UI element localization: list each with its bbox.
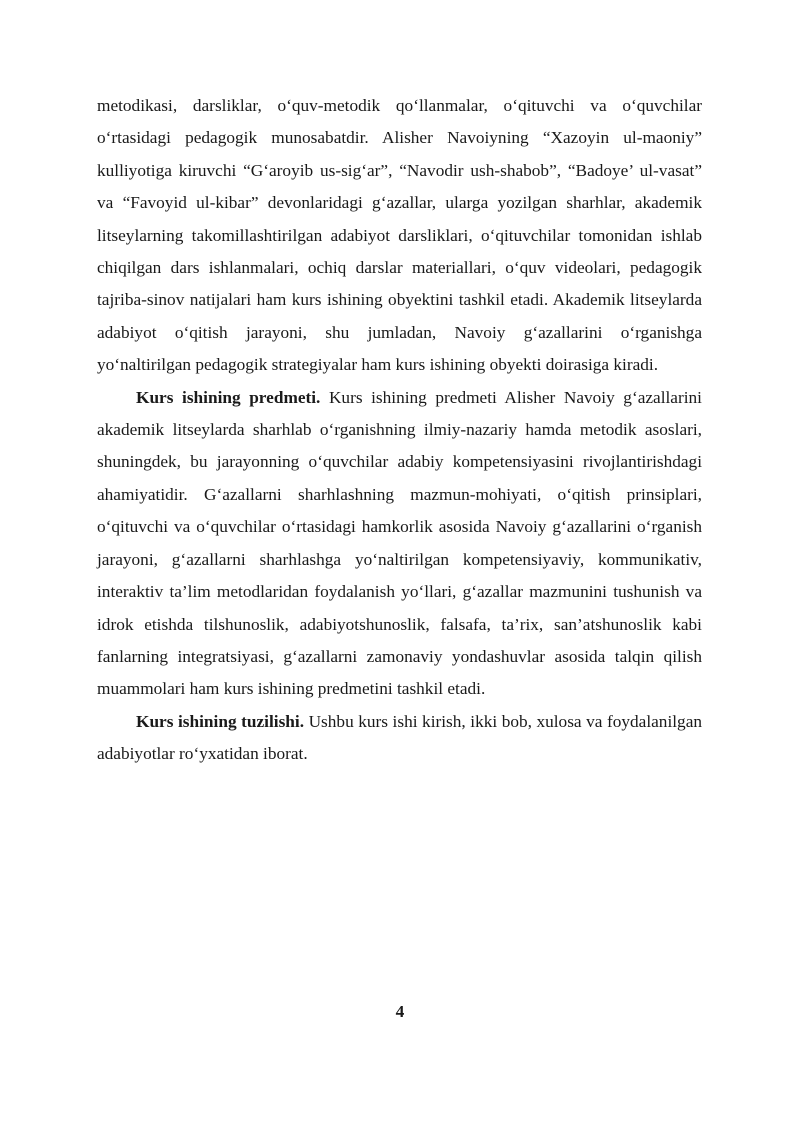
paragraph-object-continued — [97, 90, 702, 382]
paragraph-heading: Kurs ishining predmeti. — [136, 387, 329, 407]
paragraph-structure — [97, 706, 702, 771]
body-text — [97, 90, 702, 771]
page-number: 4 — [395, 1002, 405, 1021]
paragraph-heading: Kurs ishining tuzilishi. — [136, 711, 309, 731]
paragraph-subject — [97, 382, 702, 706]
paragraph-text: Kurs ishining predmeti Alisher Navoiy g‘azallarini akademik litseylarda sharhlab o‘rganishning ilmiy-nazariy hamda metodik asoslari, shuningdek, bu jarayonning o‘quvchilar adabiy kompetensiyasini rivojlantirishdagi ahamiyatidir. G‘azallarni sharhlashning mazmun-mohiyati, o‘qitish prinsiplari, o‘qituvchi va o‘quvchilar o‘rtasidagi hamkorlik asosida Navoiy g‘azallarini o‘rganish jarayoni, g‘azallarni sharhlashga yo‘naltirilgan kompetensiyaviy, kommunikativ, interaktiv ta’lim metodlaridan foydalanish yo‘llari, g‘azallar mazmunini tushunish va idrok etishda tilshunoslik, adabiyotshunoslik, falsafa, ta’rix, san’atshunoslik kabi fanlarning integratsiyasi, g‘azallarni zamonaviy yondashuvlar asosida talqin qilish muammolari ham kurs ishining predmetini tashkil etadi. — [97, 387, 702, 699]
paragraph-text: metodikasi, darsliklar, o‘quv-metodik qo‘llanmalar, o‘qituvchi va o‘quvchilar o‘rtasidagi pedagogik munosabatdir. Alisher Navoiyning “Xazoyin ul-maoniy” kulliyotiga kiruvchi “G‘aroyib us-sig‘ar”, “Navodir ush-shabob”, “Badoye’ ul-vasat” va “Favoyid ul-kibar” devonlaridagi g‘azallar, ularga yozilgan sharhlar, akademik litseylarning takomillashtirilgan adabiyot darsliklari, o‘qituvchilar tomonidan ishlab chiqilgan dars ishlanmalari, ochiq darslar materiallari, o‘quv videolari, pedagogik tajriba-sinov natijalari ham kurs ishining obyektini tashkil etadi. Akademik litseylarda adabiyot o‘qitish jarayoni, shu jumladan, Navoiy g‘azallarini o‘rganishga yo‘naltirilgan pedagogik strategiyalar ham kurs ishining obyekti doirasiga kiradi. — [97, 96, 702, 375]
paragraph-text: Ushbu kurs ishi kirish, ikki bob, xulosa va foydalanilgan adabiyotlar ro‘yxatidan iborat. — [97, 711, 702, 764]
